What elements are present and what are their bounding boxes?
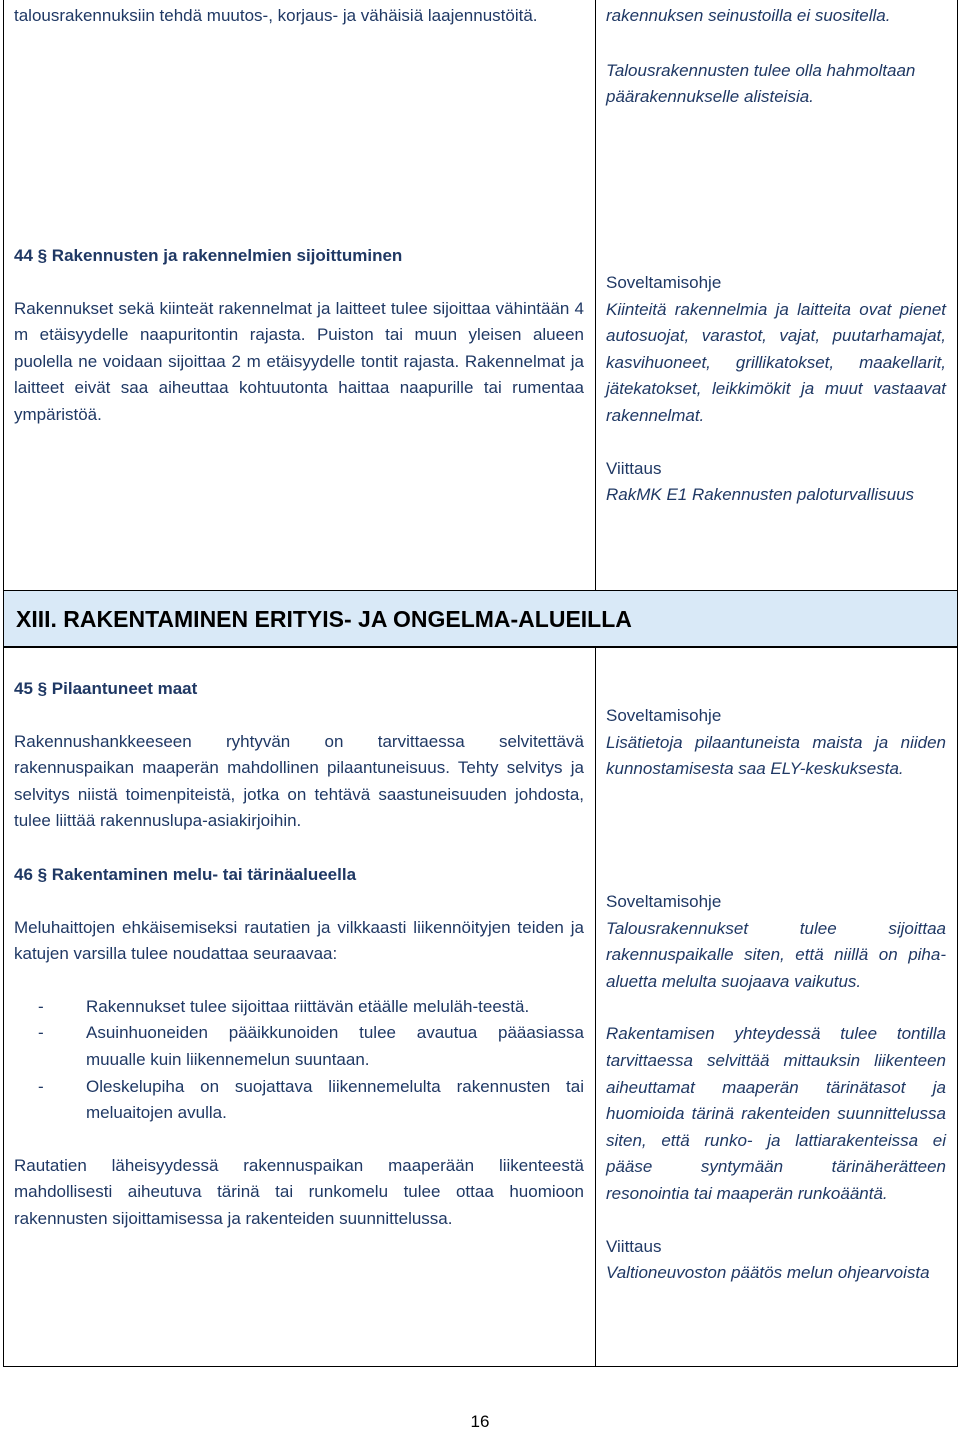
section-46-intro: Meluhaittojen ehkäisemiseksi rautatien ja vilkkaasti liikennöityjen teiden ja katujen varsilla tulee noudattaa seuraavaa:: [14, 917, 584, 964]
guide-text: Lisätietoja pilaantuneista maista ja niiden kunnostamisesta saa ELY-keskuksesta.: [606, 732, 946, 779]
guide-label: Soveltamisohje: [606, 892, 722, 911]
reference-label: Viittaus: [606, 458, 662, 478]
reference-text: RakMK E1 Rakennusten paloturvallisuus: [606, 485, 915, 505]
section-46-closing: Rautatien läheisyydessä rakennuspaikan maaperään liikenteestä mahdollisesti aiheutuva tärinä tai runkomelu tulee ottaa huomioon rakennusten sijoittamisessa ja rakenteiden suunnittelussa.: [14, 1155, 584, 1228]
section-45-body: Rakennushankkeeseen ryhtyvän on tarvittaessa selvitettävä rakennuspaikan maaperän mahdollinen pilaantuneisuus. Tehty selvitys ja selvitys niistä toimenpiteistä, jotka on tehtävä saastuneisuuden johdosta, tulee liittää rakennuslupa-asiakirjoihin.: [14, 731, 584, 831]
guide-text: Talousrakennukset tulee sijoittaa rakennuspaikalle siten, että niillä on piha-aluetta melulta suojaava vaikutus.: [606, 918, 946, 991]
section-44-left: [14, 243, 584, 429]
section-45-guide: [606, 703, 946, 783]
guide-text: Kiinteitä rakennelmia ja laitteita ovat pienet autosuojat, varastot, vajat, puutarhamajat, kasvihuoneet, grillikatokset, maakellarit, jätekatokset, leikkimökit ja muut vastaavat rakennelmat.: [606, 299, 946, 425]
list-item: - Rakennukset tulee sijoittaa riittävän etäälle meluläh-teestä.: [14, 994, 584, 1021]
guide-label: Soveltamisohje: [606, 706, 722, 725]
reference-text: Valtioneuvoston päätös melun ohjearvoista: [606, 1263, 930, 1283]
section-band: [3, 590, 958, 648]
top-right-text: rakennuksen seinustoilla ei suositella. Talousrakennusten tulee olla hahmoltaan päärakennukselle alisteisia.: [606, 6, 916, 107]
top-left-text: talousrakennuksiin tehdä muutos-, korjaus- ja vähäisiä laajennustöitä.: [14, 6, 538, 25]
section-44-guide: [606, 270, 946, 509]
section-46-list: [14, 994, 584, 1127]
upper-column-divider: [595, 0, 596, 592]
section-46-heading: 46 § Rakentaminen melu- tai tärinäalueella: [14, 865, 357, 884]
reference-label: Viittaus: [606, 1236, 662, 1256]
guide-label: Soveltamisohje: [606, 273, 722, 292]
page-number: 16: [470, 1412, 490, 1431]
section-44-heading: 44 § Rakennusten ja rakennelmien sijoittuminen: [14, 246, 403, 265]
section-46-left: [14, 862, 584, 1233]
section-44-body: Rakennukset sekä kiinteät rakennelmat ja laitteet tulee sijoittaa vähintään 4 m etäisyydelle naapuritontin rajasta. Puiston tai muun yleisen alueen puolella ne voidaan sijoittaa 2 m etäisyydelle tontit rajasta. Rakennelmat ja laitteet eivät saa aiheuttaa kohtuutonta haittaa naapurille tai rumentaa ympäristöä.: [14, 298, 584, 424]
guide-text: Rakentamisen yhteydessä tulee tontilla tarvittaessa selvittää mittauksin liikenteen aiheuttamat maaperän tärinätasot ja huomioida tärinä rakenteiden suunnittelussa siten, että runko- ja lattiarakenteissa ei pääse syntymään tärinäherätteen resonointia tai maaperän runkoääntä.: [606, 1024, 946, 1203]
section-band-title: XIII. RAKENTAMINEN ERITYIS- JA ONGELMA-ALUEILLA: [16, 606, 632, 632]
list-item: - Oleskelupiha on suojattava liikennemelulta rakennusten tai meluaitojen avulla.: [14, 1074, 584, 1127]
section-45-heading: 45 § Pilaantuneet maat: [14, 679, 198, 698]
section-46-guide: [606, 889, 946, 1287]
lower-column-divider: [595, 646, 596, 1367]
section-45-left: [14, 676, 584, 835]
list-item: - Asuinhuoneiden pääikkunoiden tulee avautua pääasiassa muualle kuin liikennemelun suuntaan.: [14, 1020, 584, 1073]
